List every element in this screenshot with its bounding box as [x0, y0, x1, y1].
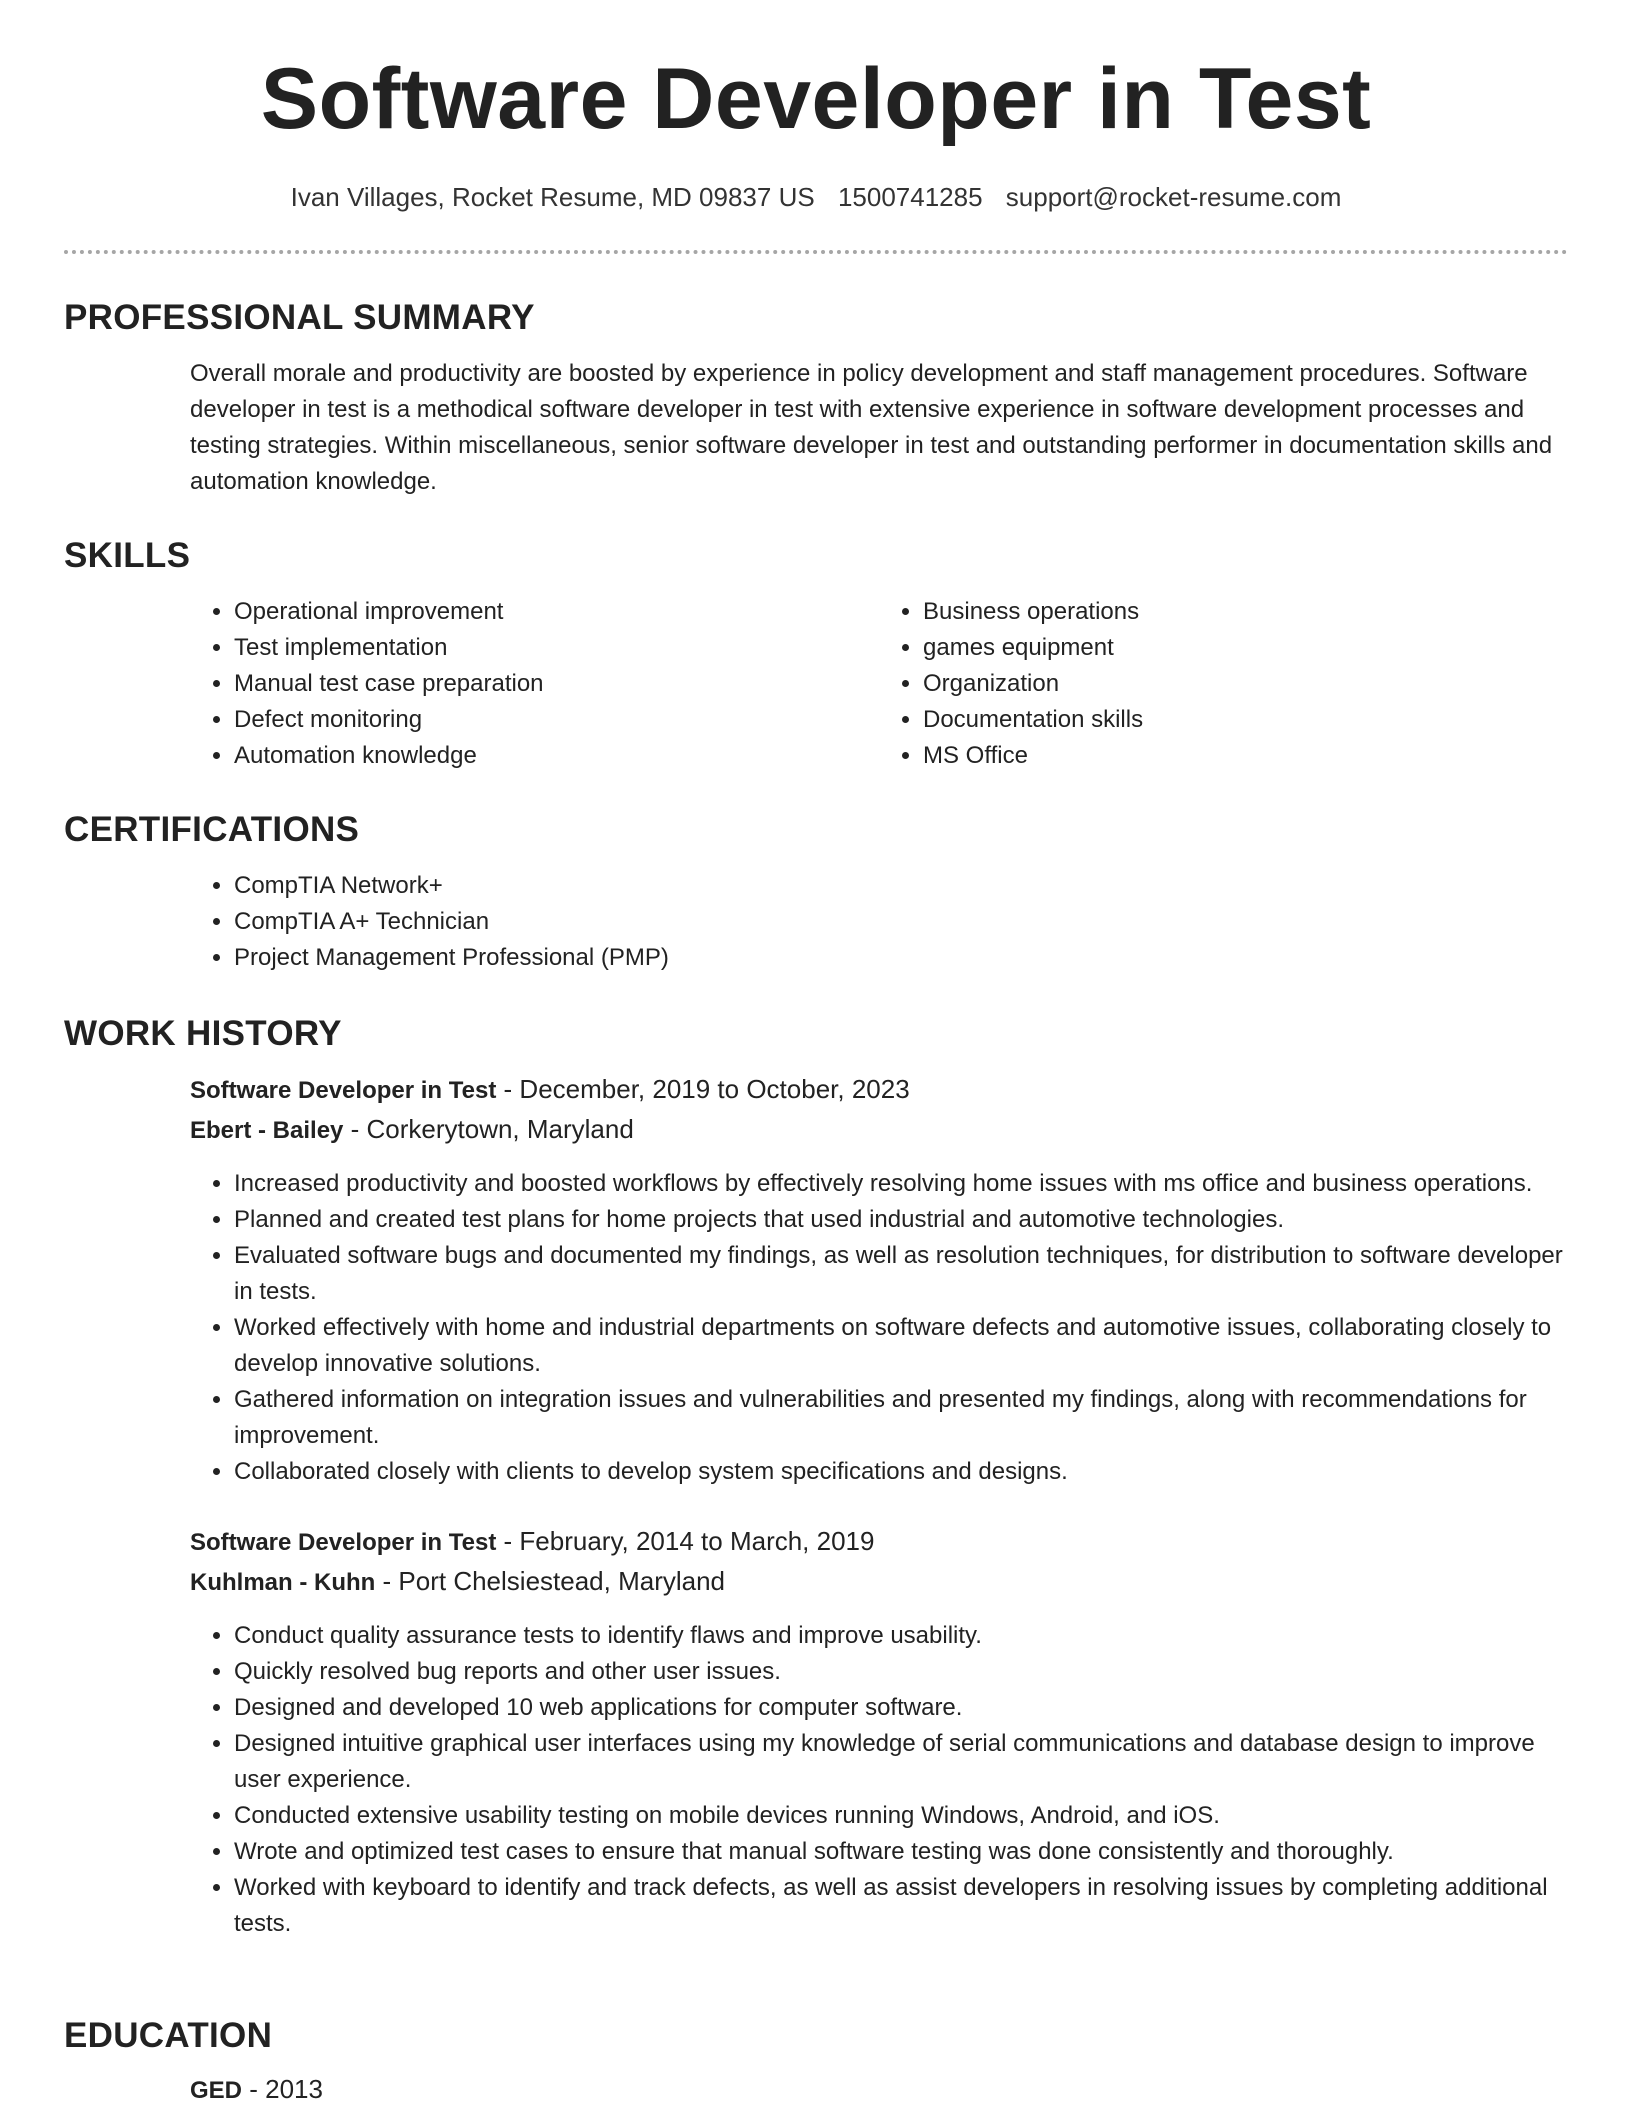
job-entry: [190, 1070, 1568, 1490]
job-role: Software Developer in Test: [190, 1077, 497, 1104]
job-company: Kuhlman - Kuhn: [190, 1569, 376, 1596]
job-bullet: • Evaluated software bugs and documented my findings, as well as resolution techniques, for distribution to software developer in tests.: [234, 1238, 1568, 1310]
contact-line: [0, 182, 1632, 213]
skill-item: • Documentation skills: [923, 702, 1568, 738]
certification-item: • CompTIA Network+: [234, 868, 1568, 904]
job-bullet: • Designed intuitive graphical user interfaces using my knowledge of serial communications and database design to improve user experience.: [234, 1726, 1568, 1798]
job-dates: - December, 2019 to October, 2023: [496, 1074, 910, 1104]
skills-section: [64, 536, 1568, 774]
education-title: EDUCATION: [64, 2016, 273, 2055]
work-history-title: WORK HISTORY: [64, 1014, 342, 1053]
education-year: - 2013: [242, 2074, 323, 2104]
job-company: Ebert - Bailey: [190, 1117, 344, 1144]
summary-content: [190, 356, 1568, 500]
skills-columns: [190, 594, 1568, 774]
skill-item: • Business operations: [923, 594, 1568, 630]
contact-address: Ivan Villages, Rocket Resume, MD 09837 US: [290, 182, 815, 212]
skills-list-left: [190, 594, 879, 774]
certifications-content: [190, 868, 1568, 976]
certifications-section: [64, 810, 1568, 976]
job-role: Software Developer in Test: [190, 1529, 497, 1556]
job-location: - Port Chelsiestead, Maryland: [375, 1566, 726, 1596]
certifications-title: CERTIFICATIONS: [64, 810, 360, 849]
job-bullet: • Worked effectively with home and industrial departments on software defects and automotive issues, collaborating closely to develop innovative solutions.: [234, 1310, 1568, 1382]
certification-item: • Project Management Professional (PMP): [234, 940, 1568, 976]
summary-text: Overall morale and productivity are boosted by experience in policy development and staff management procedures. Software developer in test is a methodical software developer in test with extensive experience in software development processes and testing strategies. Within miscellaneous, senior software developer in test and outstanding performer in documentation skills and automation knowledge.: [190, 360, 1553, 495]
job-title-line: [190, 1522, 1568, 1562]
job-bullet: • Conducted extensive usability testing on mobile devices running Windows, Android, and iOS.: [234, 1798, 1568, 1834]
job-dates: - February, 2014 to March, 2019: [496, 1526, 875, 1556]
skill-item: • Operational improvement: [234, 594, 879, 630]
job-bullets: [190, 1166, 1568, 1490]
job-bullet: • Planned and created test plans for home projects that used industrial and automotive technologies.: [234, 1202, 1568, 1238]
job-title-line: [190, 1070, 1568, 1110]
job-bullet: • Collaborated closely with clients to develop system specifications and designs.: [234, 1454, 1568, 1490]
job-bullet: • Designed and developed 10 web applications for computer software.: [234, 1690, 1568, 1726]
job-bullet: • Wrote and optimized test cases to ensure that manual software testing was done consistently and thoroughly.: [234, 1834, 1568, 1870]
skill-item: • MS Office: [923, 738, 1568, 774]
job-company-line: [190, 1562, 1568, 1602]
skill-item: • Organization: [923, 666, 1568, 702]
skill-item: • Defect monitoring: [234, 702, 879, 738]
summary-section: [64, 298, 1568, 500]
skills-title: SKILLS: [64, 536, 191, 575]
header-divider: [64, 250, 1568, 254]
job-bullets: [190, 1618, 1568, 1942]
education-line: [190, 2070, 1568, 2110]
job-company-line: [190, 1110, 1568, 1150]
education-content: [190, 2070, 1568, 2110]
skill-item: • Test implementation: [234, 630, 879, 666]
contact-phone: 1500741285: [837, 182, 983, 212]
job-bullet: • Quickly resolved bug reports and other user issues.: [234, 1654, 1568, 1690]
skill-item: • Manual test case preparation: [234, 666, 879, 702]
skill-item: • games equipment: [923, 630, 1568, 666]
job-entry: [190, 1522, 1568, 1942]
certifications-list: [190, 868, 1568, 976]
job-location: - Corkerytown, Maryland: [343, 1114, 634, 1144]
education-degree: GED: [190, 2077, 243, 2104]
certification-item: • CompTIA A+ Technician: [234, 904, 1568, 940]
job-bullet: • Worked with keyboard to identify and track defects, as well as assist developers in resolving issues by completing additional tests.: [234, 1870, 1568, 1942]
skills-list-right: [879, 594, 1568, 774]
education-section: [64, 2016, 1568, 2110]
job-bullet: • Gathered information on integration issues and vulnerabilities and presented my findings, along with recommendations for improvement.: [234, 1382, 1568, 1454]
work-history-section: [64, 1014, 1568, 1942]
job-bullet: • Increased productivity and boosted workflows by effectively resolving home issues with ms office and business operations.: [234, 1166, 1568, 1202]
summary-title: PROFESSIONAL SUMMARY: [64, 298, 535, 337]
contact-email: support@rocket-resume.com: [1005, 182, 1342, 212]
skill-item: • Automation knowledge: [234, 738, 879, 774]
resume-name: Software Developer in Test: [260, 51, 1372, 147]
job-bullet: • Conduct quality assurance tests to identify flaws and improve usability.: [234, 1618, 1568, 1654]
